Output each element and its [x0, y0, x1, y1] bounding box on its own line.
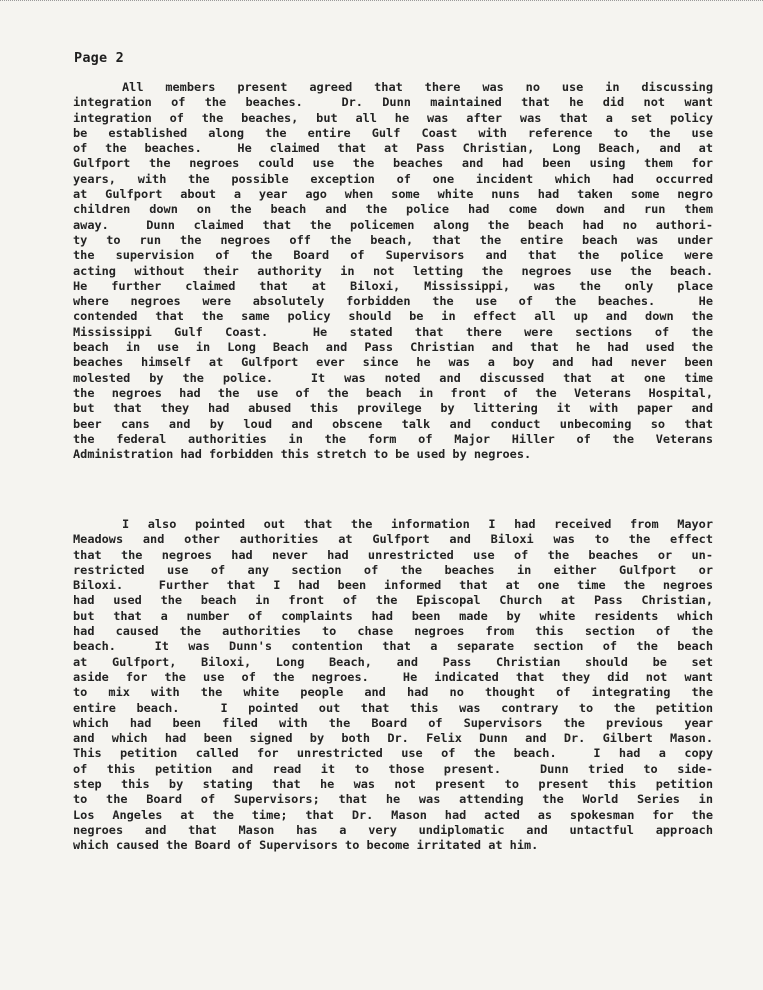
text-line: to the Board of Supervisors; that he was attending the World Series in [73, 792, 713, 807]
text-line: aside for the use of the negroes. He indicated that they did not want [73, 669, 713, 684]
text-line: Biloxi. Further that I had been informed that at one time the negroes [73, 578, 713, 593]
text-line: beer cans and by loud and obscene talk and conduct unbecoming so that [73, 416, 713, 431]
text-line: step this by stating that he was not present to present this petition [73, 777, 713, 792]
text-line: molested by the police. It was noted and discussed that at one time [73, 370, 713, 385]
text-line: This petition called for unrestricted use of the beach. I had a copy [73, 746, 713, 761]
text-line: beach. It was Dunn's contention that a separate section of the beach [73, 639, 713, 654]
text-line: ty to run the negroes off the beach, that the entire beach was under [73, 232, 713, 247]
text-line: beaches himself at Gulfport ever since he was a boy and had never been [73, 355, 713, 370]
text-line: contended that the same policy should be in effect all up and down the [73, 309, 713, 324]
top-edge-rule [0, 0, 763, 7]
text-line: the supervision of the Board of Supervisors and that the police were [73, 248, 713, 263]
text-line: beach in use in Long Beach and Pass Christian and that he had used the [73, 340, 713, 355]
text-line: Los Angeles at the time; that Dr. Mason had acted as spokesman for the [73, 807, 713, 822]
text-line: All members present agreed that there was no use in discussing [122, 80, 713, 94]
text-line: He further claimed that at Biloxi, Mississippi, was the only place [73, 278, 713, 293]
text-line: integration of the beaches. Dr. Dunn maintained that he did not want [73, 95, 713, 110]
text-line: the negroes had the use of the beach in front of the Veterans Hospital, [73, 385, 713, 400]
text-line: which had been filed with the Board of Supervisors the previous year [73, 715, 713, 730]
text-line: entire beach. I pointed out that this was contrary to the petition [73, 700, 713, 715]
page-number-label: Page 2 [74, 50, 124, 66]
text-line: had caused the authorities to chase negroes from this section of the [73, 624, 713, 639]
paragraph-1 [73, 80, 713, 462]
text-line: and which had been signed by both Dr. Felix Dunn and Dr. Gilbert Mason. [73, 731, 713, 746]
text-line: Administration had forbidden this stretch to be used by negroes. [73, 447, 532, 462]
text-line: years, with the possible exception of one incident which had occurred [73, 171, 713, 186]
text-line: Gulfport the negroes could use the beaches and had been using them for [73, 156, 713, 171]
text-line: integration of the beaches, but all he was after was that a set policy [73, 110, 713, 125]
text-line: away. Dunn claimed that the policemen along the beach had no authori- [73, 217, 713, 232]
text-line: of the beaches. He claimed that at Pass Christian, Long Beach, and at [73, 141, 713, 156]
text-line: the federal authorities in the form of Major Hiller of the Veterans [73, 431, 713, 446]
text-line: that the negroes had never had unrestricted use of the beaches or un- [73, 547, 713, 562]
text-line: had used the beach in front of the Episcopal Church at Pass Christian, [73, 593, 713, 608]
text-line: where negroes were absolutely forbidden the use of the beaches. He [73, 294, 713, 309]
text-line: Mississippi Gulf Coast. He stated that there were sections of the [73, 324, 713, 339]
text-line: at Gulfport about a year ago when some white nuns had taken some negro [73, 187, 713, 202]
text-line: I also pointed out that the information I had received from Mayor [122, 517, 713, 531]
text-line: but that a number of complaints had been made by white residents which [73, 608, 713, 623]
text-line: restricted use of any section of the beaches in either Gulfport or [73, 562, 713, 577]
text-line: negroes and that Mason has a very undiplomatic and untactful approach [73, 822, 713, 837]
paragraph-2 [73, 517, 713, 854]
text-line: but that they had abused this provilege by littering it with paper and [73, 401, 713, 416]
text-line: of this petition and read it to those present. Dunn tried to side- [73, 761, 713, 776]
text-line: at Gulfport, Biloxi, Long Beach, and Pass Christian should be set [73, 654, 713, 669]
text-line: children down on the beach and the police had come down and run them [73, 202, 713, 217]
text-line: Meadows and other authorities at Gulfport and Biloxi was to the effect [73, 532, 713, 547]
text-line: acting without their authority in not letting the negroes use the beach. [73, 263, 713, 278]
text-line: to mix with the white people and had no thought of integrating the [73, 685, 713, 700]
text-line: which caused the Board of Supervisors to become irritated at him. [73, 838, 539, 853]
text-line: be established along the entire Gulf Coast with reference to the use [73, 125, 713, 140]
